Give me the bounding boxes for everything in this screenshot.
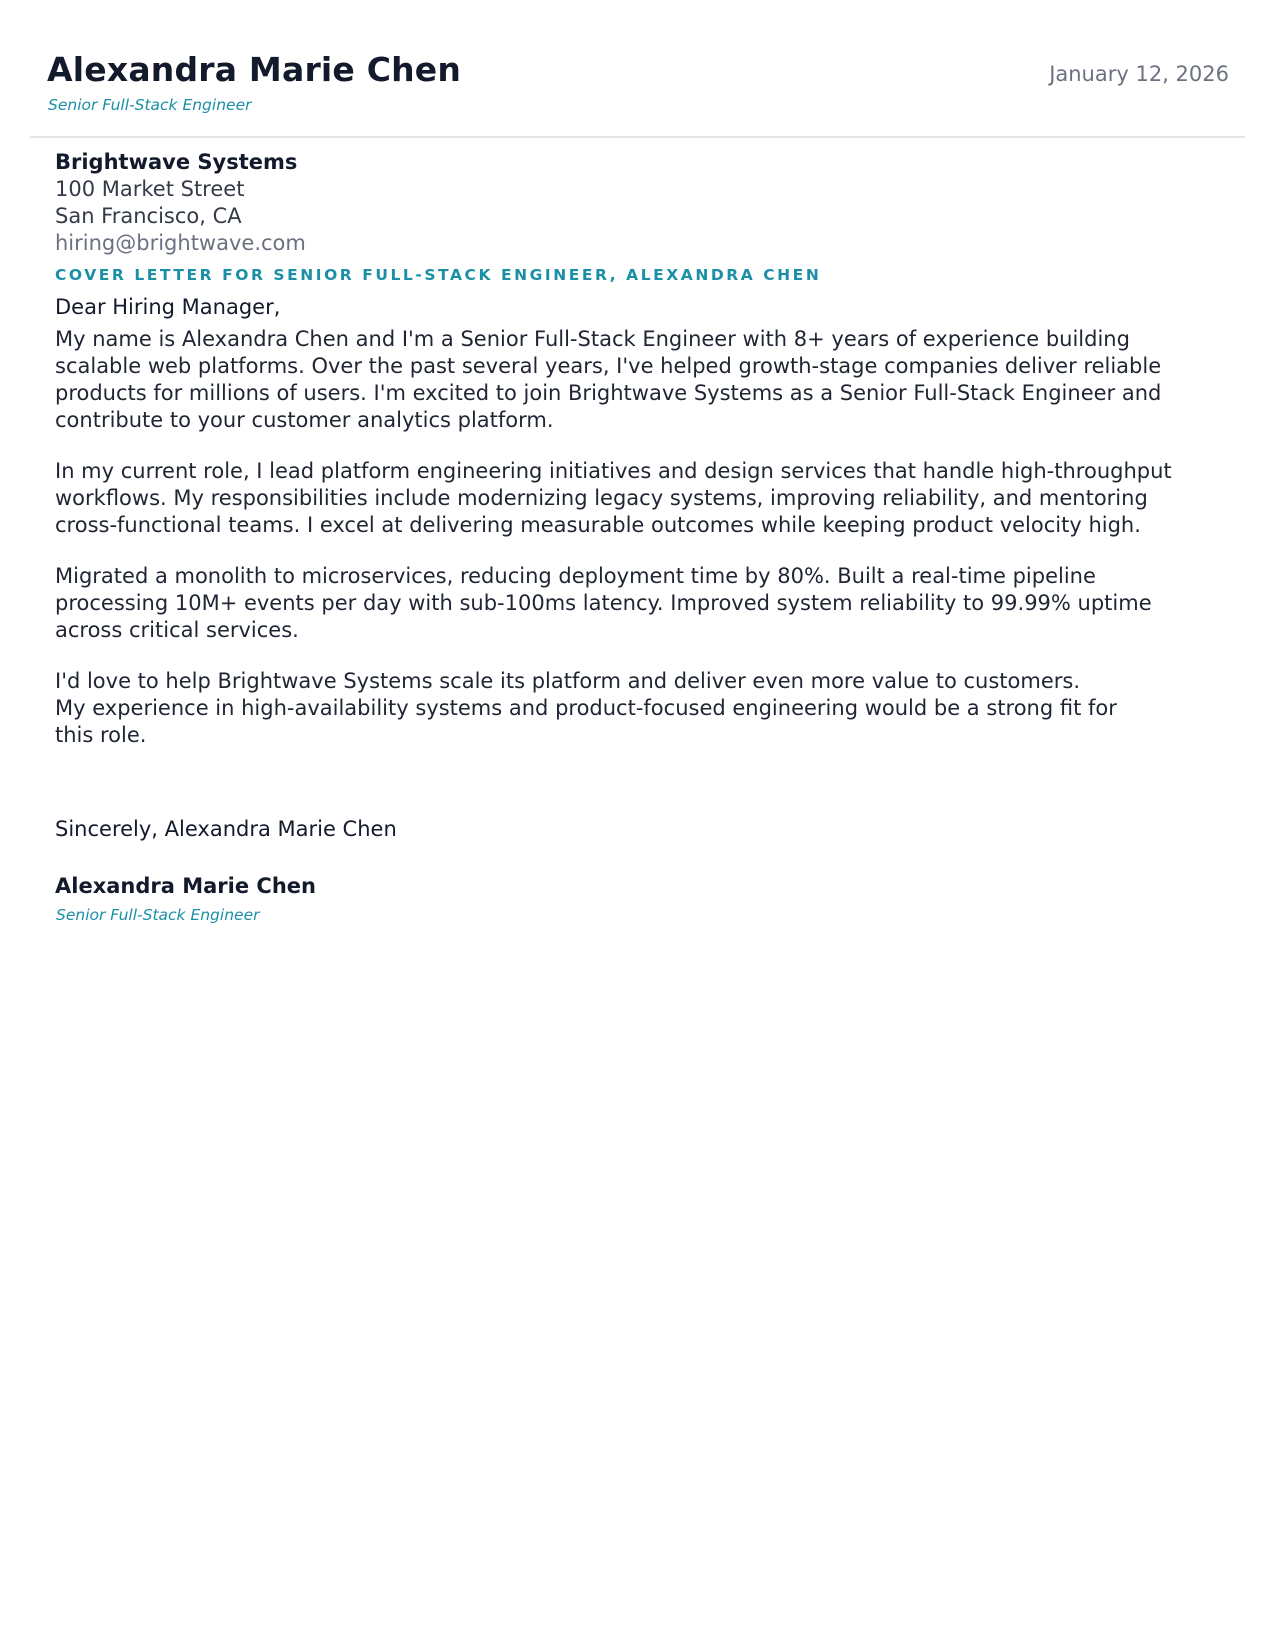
recipient-email: hiring@brightwave.com [55,231,306,255]
paragraph-line: contribute to your customer analytics platform. [55,408,554,432]
recipient-city: San Francisco, CA [55,204,242,228]
paragraph-achievements [55,563,1235,644]
paragraph-line: My experience in high-availability systems and product-focused engineering would be a strong fit for [55,696,1117,720]
letter-date: January 12, 2026 [1049,62,1229,86]
recipient-street: 100 Market Street [55,177,245,201]
sender-name: Alexandra Marie Chen [47,50,462,89]
paragraph-line: workflows. My responsibilities include modernizing legacy systems, improving reliability, and mentoring [55,486,1148,510]
paragraph-line: products for millions of users. I'm excited to join Brightwave Systems as a Senior Full-Stack Engineer and [55,381,1162,405]
paragraph-line: cross-functional teams. I excel at delivering measurable outcomes while keeping product velocity high. [55,513,1141,537]
letter-body [55,294,1235,773]
paragraph-line: My name is Alexandra Chen and I'm a Senior Full-Stack Engineer with 8+ years of experience building [55,327,1130,351]
salutation: Dear Hiring Manager, [55,295,281,319]
subject-line: COVER LETTER FOR SENIOR FULL-STACK ENGINEER, ALEXANDRA CHEN [55,266,822,284]
paragraph-line: processing 10M+ events per day with sub-100ms latency. Improved system reliability to 99.99% uptime [55,591,1152,615]
paragraph-line: Migrated a monolith to microservices, reducing deployment time by 80%. Built a real-time pipeline [55,564,1096,588]
paragraph-line: this role. [55,723,147,747]
paragraph-current-role [55,458,1235,539]
paragraph-line: scalable web platforms. Over the past several years, I've helped growth-stage companies deliver reliable [55,354,1162,378]
sender-title: Senior Full-Stack Engineer [48,96,252,114]
header-divider [30,136,1245,138]
paragraph-intro [55,326,1235,434]
recipient-block [55,149,306,257]
paragraph-line: In my current role, I lead platform engineering initiatives and design services that handle high-throughput [55,459,1172,483]
signature-title: Senior Full-Stack Engineer [56,906,260,924]
closing-line: Sincerely, Alexandra Marie Chen [55,817,397,841]
paragraph-closing [55,668,1235,749]
signature-name: Alexandra Marie Chen [55,874,316,898]
recipient-company: Brightwave Systems [55,150,298,174]
letter-header [0,0,1275,137]
paragraph-line: I'd love to help Brightwave Systems scale its platform and deliver even more value to customers. [55,669,1081,693]
paragraph-line: across critical services. [55,618,299,642]
